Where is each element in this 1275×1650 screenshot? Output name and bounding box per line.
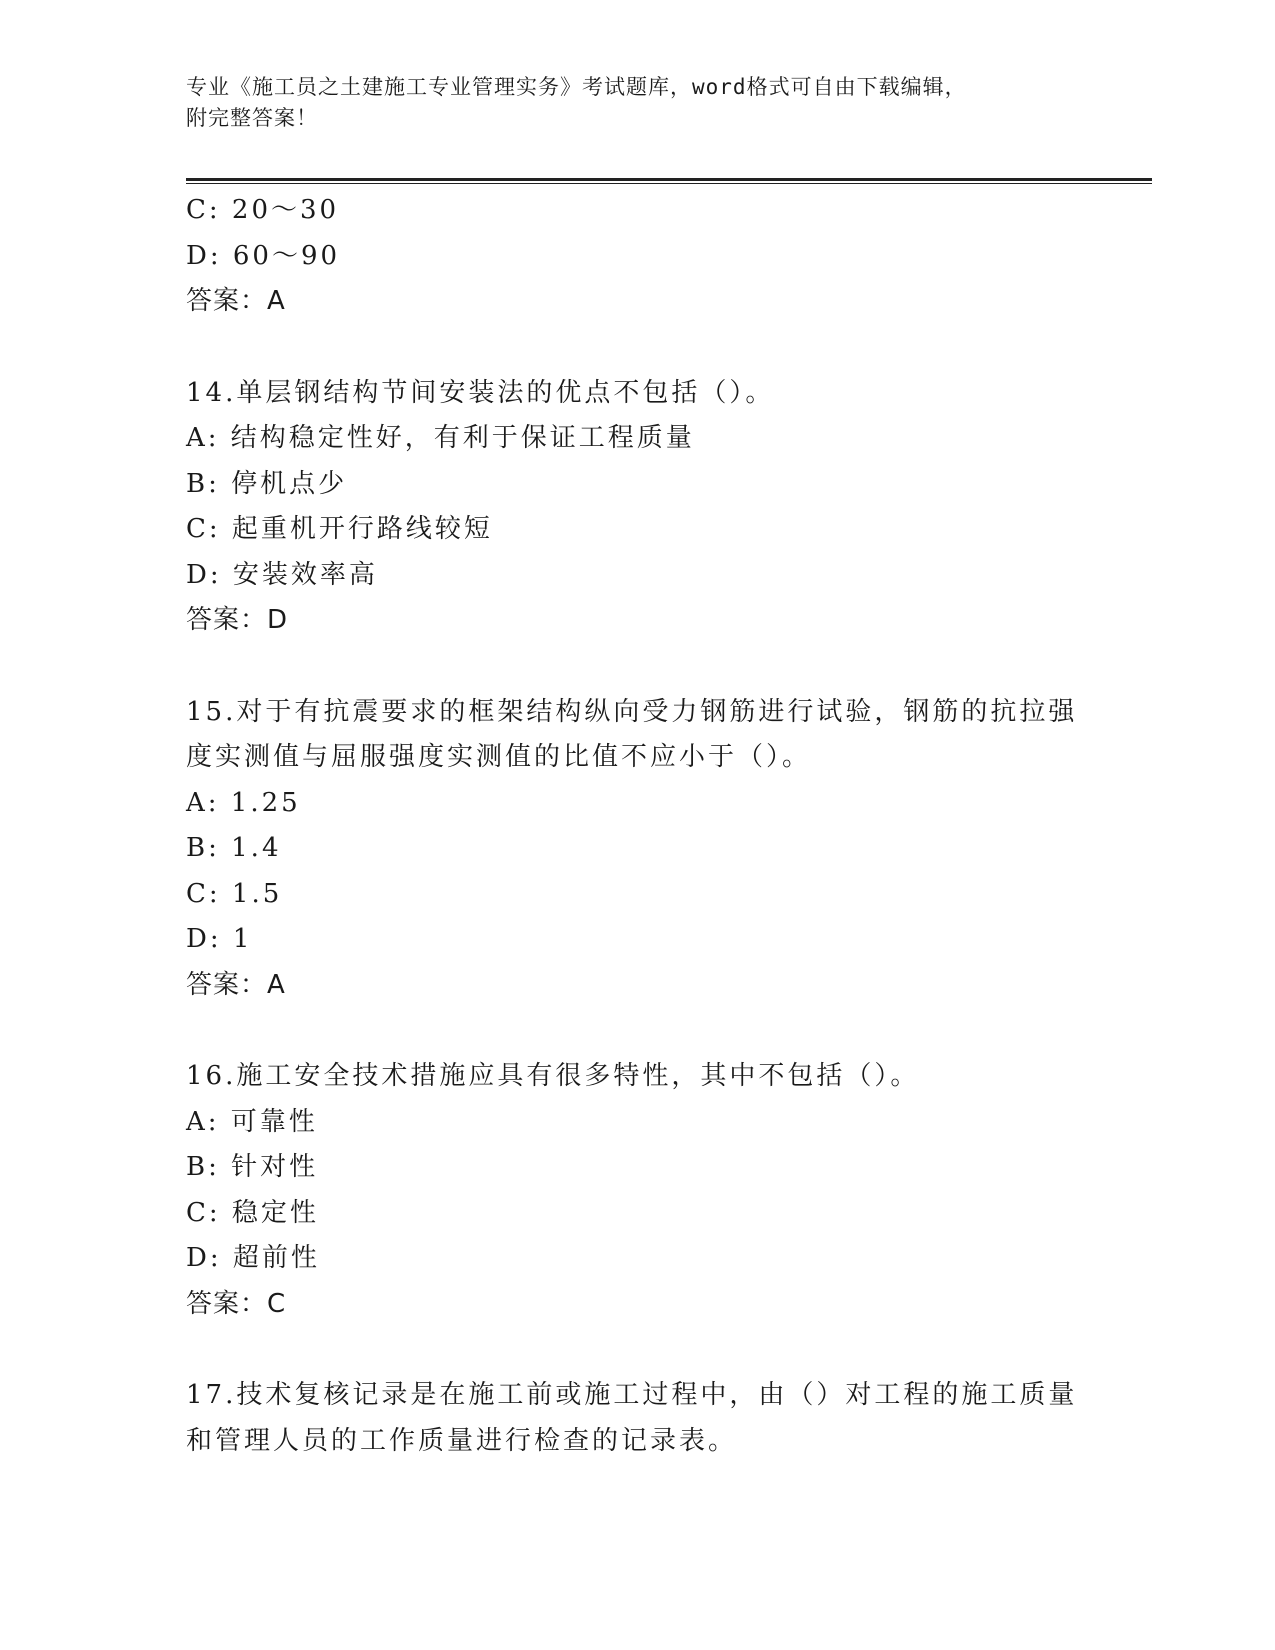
option-a: A: 可靠性 <box>186 1106 318 1137</box>
option-c: C: 1.5 <box>186 878 283 909</box>
option-a: A: 1.25 <box>186 787 301 818</box>
question-stem: 14.单层钢结构节间安装法的优点不包括（）。 <box>186 377 775 408</box>
option-d: D: 1 <box>186 924 253 954</box>
answer-line: 答案：A <box>186 286 286 316</box>
question-stem-line-2: 和管理人员的工作质量进行检查的记录表。 <box>186 1425 738 1456</box>
question-list <box>186 188 1086 1464</box>
answer-line: 答案：C <box>186 1288 287 1319</box>
option-c: C: 20～30 <box>186 195 340 225</box>
question-stem-line-1: 15.对于有抗震要求的框架结构纵向受力钢筋进行试验，钢筋的抗拉强 <box>186 696 1078 727</box>
header-line-1: 专业《施工员之土建施工专业管理实务》考试题库，word格式可自由下载编辑， <box>186 75 967 99</box>
question-16 <box>186 1054 1086 1327</box>
header-line-2: 附完整答案！ <box>186 106 318 130</box>
answer-line: 答案：A <box>186 969 286 1000</box>
question-14 <box>186 371 1086 644</box>
option-a: A: 结构稳定性好，有利于保证工程质量 <box>186 423 695 453</box>
answer-line: 答案：D <box>186 605 289 635</box>
option-b: B: 停机点少 <box>186 468 348 499</box>
option-c: C: 起重机开行路线较短 <box>186 514 493 544</box>
question-stem: 16.施工安全技术措施应具有很多特性，其中不包括（）。 <box>186 1061 920 1091</box>
header-rule-thin <box>186 183 1152 184</box>
option-b: B: 针对性 <box>186 1152 319 1182</box>
question-stem-line-2: 度实测值与屈服强度实测值的比值不应小于（）。 <box>186 742 812 772</box>
page-header <box>186 72 1086 134</box>
option-b: B: 1.4 <box>186 833 282 863</box>
question-stem-line-1: 17.技术复核记录是在施工前或施工过程中，由（）对工程的施工质量 <box>186 1380 1078 1410</box>
option-d: D: 安装效率高 <box>186 559 378 590</box>
question-17 <box>186 1373 1086 1464</box>
header-rule-thick <box>186 178 1152 181</box>
continued-question <box>186 188 1086 325</box>
question-15 <box>186 690 1086 1009</box>
option-d: D: 超前性 <box>186 1243 320 1273</box>
option-c: C: 稳定性 <box>186 1197 319 1228</box>
option-d: D: 60～90 <box>186 240 341 271</box>
